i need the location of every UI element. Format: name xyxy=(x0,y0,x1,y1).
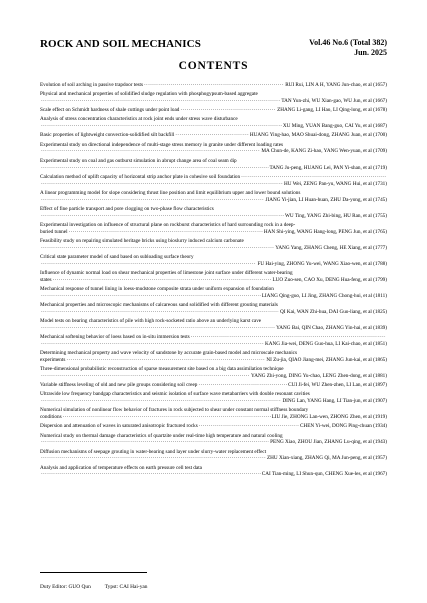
table-of-contents xyxy=(40,82,387,481)
toc-entry xyxy=(40,341,387,348)
article-title-line: Experimental study on directional independence of multi-stage stress memory in granite under different loading rates xyxy=(40,141,284,148)
article-title-line: Determining mechanical property and wave velocity of sandstone by accurate grain-based model and microscale mechanics xyxy=(40,350,297,357)
article-authors-page: XU Ming, YUAN Bang-guo, CAI Yu, et al (1687) xyxy=(282,123,387,130)
article-title-line: Experimental study on coal and gas outburst simulation in abrupt change area of coal seam dip xyxy=(40,157,237,164)
article-authors-page: LUO Zuo-sen, CAO Xu, DENG Hua-feng, et al (1799) xyxy=(272,276,387,283)
article-title: buried tunnel xyxy=(40,228,68,235)
dot-leader xyxy=(41,325,275,332)
dot-leader xyxy=(175,132,249,139)
toc-entry xyxy=(40,190,387,204)
toc-entry xyxy=(40,318,387,332)
page-footer xyxy=(40,584,148,590)
article-authors-page: QI Kai, WAN Zhi-hua, DAI Guo-liang, et al (1825) xyxy=(280,308,387,315)
dot-leader xyxy=(41,245,274,252)
toc-entry xyxy=(40,222,387,236)
article-title-line: Effect of fine particle transport and pore clogging on two-phase flow characteristics xyxy=(40,205,214,212)
article-authors-page: HU Wei, ZENG Pan-yu, WANG Hui, et al (1731) xyxy=(284,180,387,187)
toc-entry-row xyxy=(40,341,387,348)
article-authors-page: PENG Xiao, ZHOU Jian, ZHANG Lu-qing, et al (1943) xyxy=(270,439,387,446)
article-authors-page: HUANG Ying-hao, MAO Shuai-dong, ZHANG Juan, et al (1700) xyxy=(249,132,387,139)
article-authors-page: YANG Zhi-yong, DING Yu-chao, LENG Zhen-dong, et al (1881) xyxy=(251,372,387,379)
article-title-line: A linear programming model for slope considering thrust line position and limit equilibrium upper and lower bound solutions xyxy=(40,189,301,196)
article-title: Dispersion and attenuation of waves in saturated anisotropic fractured rocks xyxy=(40,423,198,430)
dot-leader xyxy=(53,277,272,284)
dot-leader xyxy=(41,373,250,380)
toc-entry-row xyxy=(40,357,387,364)
dot-leader xyxy=(41,471,261,478)
toc-entry xyxy=(40,350,387,364)
article-title: Variable stiffness leveling of old and new pile groups considering soil creep xyxy=(40,382,198,389)
article-authors-page: MA Chun-de, KANG Zi-hao, YANG Wen-yuan, et al (1709) xyxy=(261,148,387,155)
toc-entry xyxy=(40,107,387,114)
page-header xyxy=(40,38,387,58)
toc-entry xyxy=(40,142,387,156)
toc-entry-row xyxy=(40,261,387,268)
toc-entry xyxy=(40,391,387,405)
article-title-line: Influence of dynamic normal load on shear mechanical properties of limestone joint surface under different water-bearing xyxy=(40,269,293,276)
toc-entry-row xyxy=(40,455,387,462)
article-title-line: Feasibility study on repairing simulated heritage bricks using bioslurry induced calcium carbonate xyxy=(40,237,244,244)
toc-entry-row xyxy=(40,277,387,284)
article-title: conditions xyxy=(40,414,62,421)
dot-leader xyxy=(41,213,284,220)
toc-entry-row xyxy=(40,82,387,89)
dot-leader xyxy=(41,98,280,105)
toc-entry xyxy=(40,91,387,105)
toc-entry-row xyxy=(40,197,387,204)
article-authors-page: JIANG Yi-jian, LI Huan-huan, ZHU Da-yong, et al (1745) xyxy=(265,196,387,203)
article-title-line: Three-dimensional probabilistic reconstruction of sparse measurement site based on a big data assimilation technique xyxy=(40,366,284,373)
article-authors-page: NI Zu-jia, QIAO Jiang-mei, ZHANG Jun-kai, et al (1865) xyxy=(266,356,387,363)
toc-entry-row xyxy=(40,213,387,220)
toc-entry xyxy=(40,407,387,421)
footer-divider xyxy=(40,572,147,573)
toc-entry-row xyxy=(40,293,387,300)
toc-entry-row xyxy=(40,382,387,389)
toc-entry xyxy=(40,465,387,479)
article-title-line: Analysis of stress concentration characteristics at rock joint ends under stress wave disturbance xyxy=(40,116,238,123)
toc-entry xyxy=(40,181,387,188)
article-authors-page: YANG Bai, QIN Chao, ZHANG Yin-hai, et al (1839) xyxy=(276,324,387,331)
toc-entry-row xyxy=(40,334,387,341)
article-authors-page: LIU Jie, ZHONG Lan-wen, ZHONG Zhen, et al (1919) xyxy=(271,414,387,421)
dot-leader xyxy=(69,229,263,236)
dot-leader xyxy=(41,398,281,405)
toc-entry xyxy=(40,433,387,447)
dot-leader xyxy=(41,261,256,268)
toc-entry-row xyxy=(40,107,387,114)
article-authors-page: TAN Yun-zhi, WU Xian-gao, WU Jun, et al (1667) xyxy=(281,98,387,105)
toc-entry xyxy=(40,334,387,341)
article-authors-page: HAN Shi-ying, WANG Hang-long, PENG Jun, et al (1765) xyxy=(263,228,387,235)
toc-entry-row xyxy=(40,165,387,172)
duty-editor: Duty Editor: GUO Qun xyxy=(40,584,91,590)
toc-entry-row xyxy=(40,439,387,446)
article-authors-page: LIANG Qing-guo, LI Jing, ZHANG Chong-hui, et al (1811) xyxy=(261,292,387,299)
article-authors-page: ZHANG Li-gang, LI Hao, LI Qing-long, et al (1678) xyxy=(277,107,387,114)
toc-entry-row xyxy=(40,132,387,139)
article-title-line: Diffusion mechanisms of seepage grouting in water-bearing sand layer under slurry-water replacement effect xyxy=(40,448,267,455)
toc-entry xyxy=(40,206,387,220)
toc-entry-row xyxy=(40,229,387,236)
dot-leader xyxy=(66,357,265,364)
article-authors-page: TANG Ju-peng, HUANG Lei, PAN Yi-shan, et al (1719) xyxy=(269,164,387,171)
toc-entry xyxy=(40,82,387,89)
article-authors-page: WU Ting, YANG Zhi-bing, HU Ran, et al (1755) xyxy=(285,212,387,219)
issue-date: Jun. 2025 xyxy=(354,48,387,57)
toc-entry xyxy=(40,302,387,316)
toc-entry-row xyxy=(40,123,387,130)
toc-entry-row xyxy=(40,245,387,252)
toc-entry xyxy=(40,174,387,181)
article-authors-page: ZHU Xian-xiang, ZHANG Qi, MA Jun-peng, et al (1957) xyxy=(266,455,387,462)
volume-number: Vol.46 No.6 (Total 382) xyxy=(309,38,387,47)
dot-leader xyxy=(41,309,279,316)
toc-entry xyxy=(40,449,387,463)
article-title: Calculation method of uplift capacity of horizontal strip anchor plate in cohesive soil foundation xyxy=(40,173,241,180)
article-title-line: Critical state parameter model of sand based on subloading surface theory xyxy=(40,253,194,260)
article-title-line: Model tests on bearing characteristics of pile with high rock-socketed ratio above an underlying karst cave xyxy=(40,317,262,324)
toc-entry-row xyxy=(40,373,387,380)
article-authors-page: CAI Tian-ming, LI Shun-qun, CHENG Xue-les, et al (1967) xyxy=(261,471,387,478)
article-authors-page: CUI Ji-fei, WU Zhen-zhen, LI Lan, et al (1897) xyxy=(288,382,387,389)
toc-entry-row xyxy=(40,398,387,405)
article-title-line: Numerical simulation of nonlinear flow behavior of fractures in rock subjected to shear under constant normal stiffness boundary xyxy=(40,407,309,414)
toc-entry-row xyxy=(40,325,387,332)
article-title: Basic properties of lightweight convection-solidified silt backfill xyxy=(40,132,175,139)
article-title: Evolution of soil arching in passive trapdoor tests xyxy=(40,82,144,88)
dot-leader xyxy=(144,82,284,89)
article-title-line: Mechanical response of tunnel lining in loess-mudstone composite strata under uniform expansion of foundation xyxy=(40,285,274,292)
toc-entry-row xyxy=(40,471,387,478)
article-authors-page: DING Lan, YANG Hang, LI Tian-jun, et al (1907) xyxy=(282,398,387,405)
toc-entry-row xyxy=(40,309,387,316)
typist: Typst: CAI Hai-yan xyxy=(104,584,148,590)
article-authors-page: FU Hai-ying, ZHONG Yu-wei, WANG Xiao-wen, et al (1788) xyxy=(257,260,387,267)
toc-entry xyxy=(40,132,387,139)
article-title-line: Analysis and application of temperature effects on earth pressure cell test data xyxy=(40,464,202,471)
dot-leader xyxy=(41,148,260,155)
dot-leader xyxy=(191,334,386,341)
toc-entry xyxy=(40,423,387,430)
article-title-line: Numerical study on thermal damage characteristics of quartzite under real-time high temperature and natural cooling xyxy=(40,432,283,439)
toc-entry xyxy=(40,366,387,380)
dot-leader xyxy=(41,455,266,462)
article-title-line: Mechanical properties and microscopic mechanisms of calcareous sand solidified with different grouting materials xyxy=(40,301,278,308)
dot-leader xyxy=(199,423,299,430)
dot-leader xyxy=(41,165,269,172)
article-title: states xyxy=(40,276,52,283)
article-authors-page: KANG Jia-wei, DENG Guo-hua, LI Kai-chao, et al (1851) xyxy=(264,340,387,347)
article-authors-page: RUI Rui, LIN A H, YANG Jun-chao, et al (1657) xyxy=(285,82,387,88)
dot-leader xyxy=(41,439,269,446)
article-title-line: Experimental investigation on influence of structural plane on rockburst characteristics of hard surrounding rock in a deep- xyxy=(40,221,296,228)
dot-leader xyxy=(63,414,271,421)
dot-leader xyxy=(41,293,261,300)
article-authors-page: CHEN Yi-wei, DONG Ping-chuan (1934) xyxy=(300,423,387,430)
journal-title: ROCK AND SOIL MECHANICS xyxy=(40,38,201,50)
toc-entry xyxy=(40,116,387,130)
toc-entry-row xyxy=(40,98,387,105)
article-title: Scale effect on Schmidt hardness of shale cuttings under point load xyxy=(40,107,180,114)
article-authors-page: YANG Yang, ZHANG Cheng, HE Xiang, et al (1777) xyxy=(275,244,387,251)
article-title: experiments xyxy=(40,356,66,363)
issue-info xyxy=(309,38,387,58)
dot-leader xyxy=(41,123,282,130)
toc-entry-row xyxy=(40,423,387,430)
toc-entry xyxy=(40,158,387,172)
article-title: Mechanical softening behavior of loess based on in-situ immersion tests xyxy=(40,334,190,340)
toc-entry xyxy=(40,238,387,252)
toc-entry xyxy=(40,382,387,389)
dot-leader xyxy=(180,107,276,114)
dot-leader xyxy=(41,181,283,188)
dot-leader xyxy=(198,382,287,389)
toc-entry xyxy=(40,270,387,284)
dot-leader xyxy=(41,341,264,348)
toc-entry xyxy=(40,254,387,268)
toc-entry xyxy=(40,286,387,300)
contents-heading: CONTENTS xyxy=(178,60,249,72)
dot-leader xyxy=(41,197,264,204)
toc-entry-row xyxy=(40,148,387,155)
toc-entry-row xyxy=(40,414,387,421)
toc-entry-row xyxy=(40,181,387,188)
toc-entry-row xyxy=(40,174,387,181)
article-title-line: Physical and mechanical properties of solidified sludge regulation with phosphogypsum-based aggregate xyxy=(40,91,258,98)
dot-leader xyxy=(241,174,386,181)
article-title-line: Ultrawide low frequency bandgap characteristics and seismic isolation of surface wave metabarriers with double resonant cavities xyxy=(40,391,310,398)
